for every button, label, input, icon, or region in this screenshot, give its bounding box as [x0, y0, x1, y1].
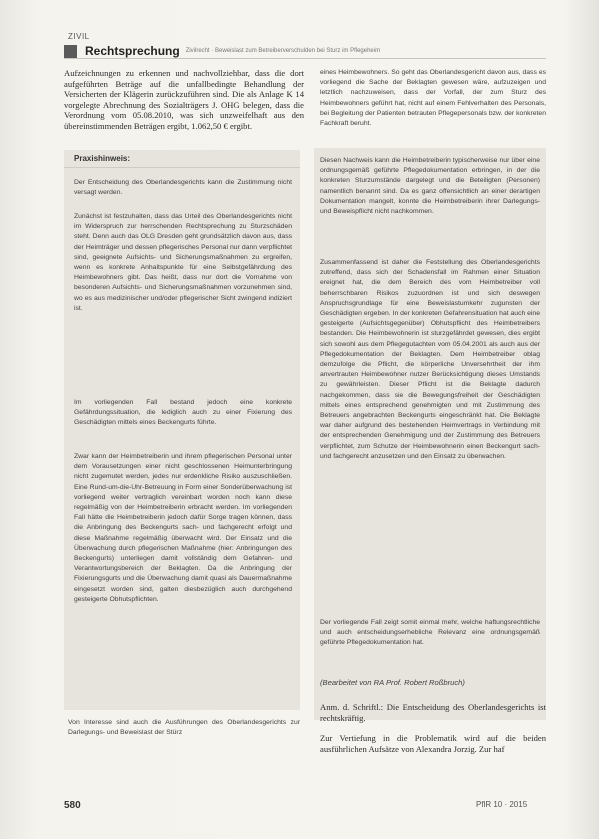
- right-paragraph-1: Diesen Nachweis kann die Heimbetreiberin typischerweise nur über eine ordnungsgemäß geführte Pflegedokumentation erbringen, in der die konkreten Sturzumstände dargelegt und die Beteiligten (Personen) namentlich benannt sind. Da es ganz offensichtlich an einer derartigen Dokumentation mangelt, konnte die Heimbetreiberin ihrer Darlegungs- und Beweispflicht nicht nachkommen.: [320, 157, 540, 216]
- page-number: 580: [64, 800, 81, 811]
- practice-note-paragraph-3: Im vorliegenden Fall bestand jedoch eine konkrete Gefährdungssituation, die lediglich auch zu einer Fixierung des Geschädigten mittels eines Beckengurts führte.: [74, 399, 292, 427]
- left-intro: [64, 68, 304, 131]
- header-square-icon: [64, 45, 77, 58]
- author-note: Anm. d. Schriftl.: Die Entscheidung des Oberlandesgerichts ist rechtskräftig.: [320, 702, 546, 723]
- journal-issue: PflR 10 · 2015: [476, 800, 528, 809]
- practice-note-paragraph-4: Zwar kann der Heimbetreiberin und ihrem pflegerischen Personal unter dem Vorausetzungen einer nicht geschlossenen Heimunterbringung nicht zugemutet werden, jedes nur erdenkliche Risiko auszuschließen. Eine Rund-um-die-Uhr-Betreuung in Form einer Sonderüberwachung ist vorliegend weiter vertraglich vereinbart worden noch kann diese regelmäßig von der Heimbetreiberin erbracht werden. Im vorliegenden Fall hätte die Heimbetreiberin jedoch dafür Sorge tragen können, dass die Anbringung des Beckengurts sach- und fachgerecht erfolgt und diese Maßnahme regelmäßig überwacht wird. Der Einsatz und die Überwachung durch pflegerischen Maßnahme (hier: Anbringungen des Beckengurts) unterliegen damit vollständig dem Gefahren- und Verantwortungsbereich der Beklagten. Da die Anbringung der Fixierungsgurts und die Überwachung damit quasi als Dauermaßnahme eingesetzt worden sind, galten diesbezüglich auch durchgehend gesteigerte Obhutspflichten.: [74, 453, 292, 603]
- header-subtitle: Zivilrecht · Beweislast zum Betreiberverschulden bei Sturz im Pflegeheim: [185, 48, 381, 54]
- practice-note-title: Praxishinweis:: [74, 154, 131, 163]
- practice-note-paragraph-2: Zunächst ist festzuhalten, dass das Urteil des Oberlandesgerichts nicht im Widerspruch zur herrschenden Rechtsprechung zu Sturzschäden steht. Denn auch das OLG Dresden geht grundsätzlich davon aus, dass der Heimträger und dessen pflegerisches Personal nur dann verpflichtet sind, geeignete Aufsichts- und Sicherungsmaßnahmen zu ergreifen, wenn es konkrete Anhaltspunkte für eine Selbstgefährdung des Heimbewohners gibt. Das heißt, dass nur dort die Vornahme von besonderen Aufsichts- und Sicherungsmaßnahmen vorzunehmen sind, wo es aus medizinischer und/oder pflegerischer Sicht zwingend indiziert ist.: [74, 213, 292, 312]
- practice-note-paragraph-1: Der Entscheidung des Oberlandesgerichts kann die Zustimmung nicht versagt werden.: [74, 179, 292, 197]
- right-bottom-text: [320, 702, 546, 754]
- right-paragraph-2: Zusammenfassend ist daher die Feststellung des Oberlandesgerichts zutreffend, dass sich der Schadensfall im Rahmen einer Situation ereignet hat, die dem Bereich des vom Heimbetreiber voll beherrschbaren Risikos zuzuordnen ist und sich deswegen Anspruchsgrundlage für eine Beweislastumkehr zugunsten der Geschädigten ergeben. In der konkreten Gefahrensituation hat auch eine gesteigerte (Aufsichtsgegenüber) Obhutspflicht des Heimbetreibers bestanden. Die Heimbewohnerin ist sturzgefährdet gewesen, dies ergibt sich sowohl aus dem Pflegegutachten vom 05.04.2001 als auch aus der Pflegedokumentation der Beklagten. Dem Heimbetreiber oblag demzufolge die Pflicht, die körperliche Unversehrtheit der ihm anvertrauten Heimbewohner nutzer Berücksichtigung dieses Umstands zu gewährleisten. Dieser Pflicht ist die Beklagte dadurch nachgekommen, dass sie die Bewegungsfreiheit der Geschädigten mittels eines entsprechend genehmigten und mit Zustimmung des Betreuers angebrachten Beckengurts eingeschränkt hat. Die Beklagte war daher aufgrund des bestehenden Heimvertrags in Verbindung mit der entsprechenden Genehmigung und der Zustimmung des Betreuers verpflichtet, zum Schutze der Heimbewohnerin einen Beckengurt sach- und fachgerecht anzusetzen und den Einsatz zu überwachen.: [320, 259, 540, 460]
- closing-paragraph: Zur Vertiefung in die Problematik wird auf die beiden ausführlichen Aufsätze von Alexandra Jorzig. Zur haf: [320, 733, 546, 754]
- right-paragraph-3: Der vorliegende Fall zeigt somit einmal mehr, welche haftungsrechtliche und auch entscheidungserhebliche Relevanz eine ordnungsgemäß geführte Pflegedokumentation hat.: [320, 619, 540, 647]
- running-header: [64, 44, 546, 59]
- left-bottom-text: Von Interesse sind auch die Ausführungen des Oberlandesgerichts zur Darlegungs- und Beweislast der Stürz: [68, 719, 300, 737]
- attribution: (Bearbeitet von RA Prof. Robert Roßbruch): [320, 678, 465, 687]
- section-label: ZIVIL: [68, 32, 90, 41]
- right-top-text: eines Heimbewohners. So geht das Oberlandesgericht davon aus, dass es vorliegend die Sache der Beklagten gewesen wäre, aufzuzeigen und letztlich nachzuweisen, dass der Vorfall, der zum Sturz des Heimbewohners geführt hat, nicht auf einem Fehlverhalten des Personals, bei Begleitung der Patienten betrauten Pflegepersonals bzw. der konkreten Fachkraft beruht.: [320, 69, 546, 128]
- intro-paragraph: Aufzeichnungen zu erkennen und nachvollziehbar, dass die dort aufgeführten Beträge auf die unfallbedingte Behandlung der Versicherten der Klägerin zurückzuführen sind. Die als Anlage K 14 vorgelegte Abrechnung des Sozialträgers J. OHG belegen, dass die Verordnung vom 05.08.2010, was sich unzweifelhaft aus den übereinstimmenden Beträgen ergibt, 1.062,50 € ergibt.: [64, 68, 304, 131]
- header-title: Rechtsprechung: [85, 44, 180, 58]
